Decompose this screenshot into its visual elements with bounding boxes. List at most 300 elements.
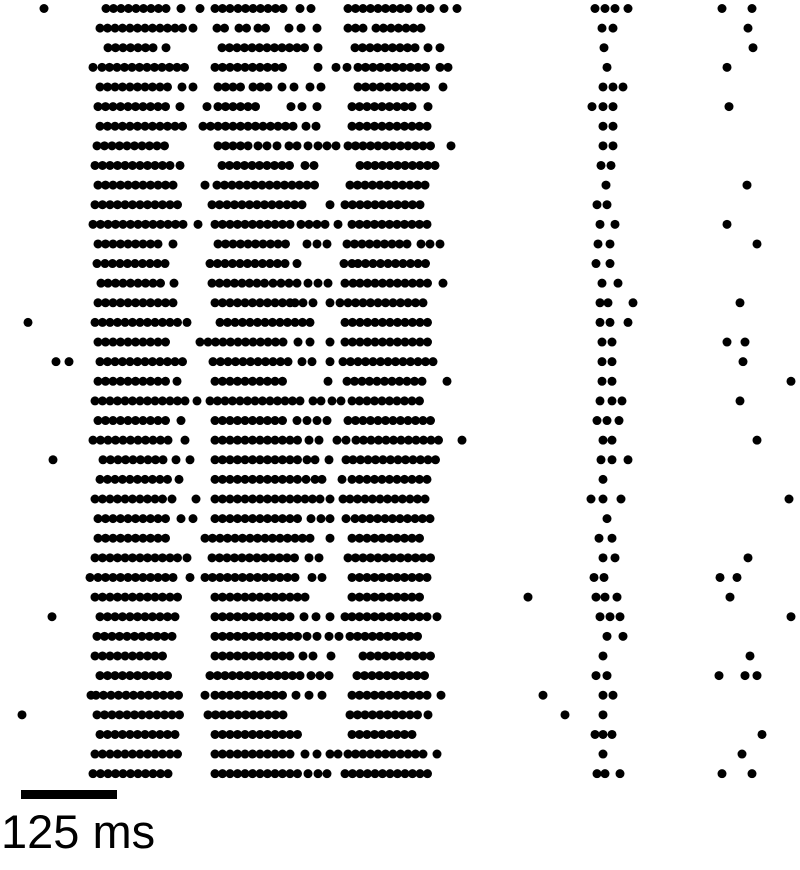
spike-dot: [608, 338, 617, 347]
spike-dot: [175, 475, 184, 484]
spike-dot: [298, 200, 307, 209]
spike-dot: [264, 82, 273, 91]
spike-dot: [311, 455, 320, 464]
spike-dot: [314, 279, 323, 288]
spike-dot: [609, 122, 618, 131]
spike-dot: [419, 298, 428, 307]
spike-dot: [97, 279, 106, 288]
spike-dot: [154, 239, 163, 248]
spike-dot: [196, 338, 205, 347]
spike-dot: [590, 573, 599, 582]
spike-dot: [178, 357, 187, 366]
spike-dot: [315, 436, 324, 445]
spike-dot: [158, 495, 167, 504]
spike-dot: [313, 24, 322, 33]
spike-dot: [587, 495, 596, 504]
spike-dot: [174, 691, 183, 700]
spike-dot: [87, 691, 96, 700]
trial-row: [94, 298, 745, 307]
spike-dot: [744, 553, 753, 562]
spike-dot: [193, 396, 202, 405]
scale-bar-label: 125 ms: [1, 805, 156, 858]
spike-dot: [599, 82, 608, 91]
spike-dot: [48, 612, 57, 621]
spike-dot: [307, 514, 316, 523]
spike-dot: [305, 553, 314, 562]
spike-dot: [423, 318, 432, 327]
trial-row: [24, 318, 633, 327]
spike-dot: [313, 632, 322, 641]
spike-dot: [312, 612, 321, 621]
spike-dot: [611, 220, 620, 229]
spike-dot: [624, 318, 633, 327]
spike-dot: [431, 161, 440, 170]
spike-dot: [599, 750, 608, 759]
spike-dot: [342, 436, 351, 445]
spike-dot: [318, 475, 327, 484]
spike-dot: [303, 239, 312, 248]
spike-dot: [602, 181, 611, 190]
spike-dot: [293, 416, 302, 425]
spike-dot: [303, 455, 312, 464]
spike-dot: [443, 377, 452, 386]
spike-dot: [417, 239, 426, 248]
spike-dot: [343, 63, 352, 72]
spike-dot: [608, 436, 617, 445]
spike-dot: [168, 632, 177, 641]
trial-row: [94, 338, 750, 347]
spike-dot: [326, 298, 335, 307]
spike-dot: [333, 436, 342, 445]
spike-dot: [426, 651, 435, 660]
spike-dot: [328, 396, 337, 405]
trial-row: [91, 651, 755, 660]
trial-row: [94, 514, 612, 523]
spike-dot: [86, 573, 95, 582]
spike-dot: [313, 416, 322, 425]
spike-dot: [294, 338, 303, 347]
spike-dot: [177, 416, 186, 425]
spike-dot: [599, 710, 608, 719]
trial-row: [93, 632, 628, 641]
spike-dot: [423, 279, 432, 288]
spike-dot: [619, 632, 628, 641]
spike-dot: [417, 24, 426, 33]
spike-dot: [609, 691, 618, 700]
spike-dot: [342, 514, 351, 523]
spike-dot: [314, 141, 323, 150]
spike-dot: [608, 396, 617, 405]
spike-dot: [244, 141, 253, 150]
spike-dot: [318, 573, 327, 582]
spike-dot: [164, 769, 173, 778]
spike-dot: [606, 612, 615, 621]
spike-dot: [421, 82, 430, 91]
spike-dot: [619, 82, 628, 91]
spike-dot: [424, 710, 433, 719]
spike-dot: [286, 220, 295, 229]
trial-row: [91, 495, 794, 504]
spike-dot: [24, 318, 33, 327]
spike-dot: [733, 573, 742, 582]
spike-dot: [421, 259, 430, 268]
spike-dot: [594, 239, 603, 248]
spike-dot: [296, 671, 305, 680]
spike-dot: [408, 102, 417, 111]
spike-dot: [313, 220, 322, 229]
trial-row: [91, 161, 616, 170]
spike-dot: [609, 141, 618, 150]
spike-dot: [305, 436, 314, 445]
spike-dot: [278, 377, 287, 386]
spike-dot: [273, 141, 282, 150]
spike-dot: [327, 651, 336, 660]
trial-row: [97, 279, 623, 288]
spike-dot: [314, 63, 323, 72]
spike-dot: [611, 553, 620, 562]
spike-dot: [318, 691, 327, 700]
spike-dot: [608, 455, 617, 464]
spike-dot: [306, 534, 315, 543]
spike-dot: [424, 43, 433, 52]
spike-dot: [524, 593, 533, 602]
spike-dot: [598, 338, 607, 347]
spike-dot: [599, 495, 608, 504]
spike-dot: [293, 259, 302, 268]
spike-dot: [314, 769, 323, 778]
spike-dot: [306, 318, 315, 327]
spike-dot: [285, 141, 294, 150]
spike-dot: [156, 279, 165, 288]
spike-dot: [293, 730, 302, 739]
spike-dot: [603, 200, 612, 209]
trial-row: [96, 475, 608, 484]
spike-dot: [310, 161, 319, 170]
spike-dot: [744, 24, 753, 33]
spike-dot: [426, 4, 435, 13]
spike-dot: [606, 259, 615, 268]
spike-dot: [421, 181, 430, 190]
trial-row: [96, 730, 767, 739]
spike-dot: [162, 43, 171, 52]
spike-dot: [278, 63, 287, 72]
spike-dot: [309, 651, 318, 660]
trial-row: [52, 357, 748, 366]
spike-dot: [593, 416, 602, 425]
spike-dot: [539, 691, 548, 700]
trial-row: [86, 573, 742, 582]
spike-dot: [301, 750, 310, 759]
spike-dot: [599, 122, 608, 131]
spike-dot: [439, 82, 448, 91]
spike-dot: [592, 593, 601, 602]
trial-row: [104, 43, 758, 52]
spike-dot: [313, 750, 322, 759]
spike-dot: [596, 396, 605, 405]
spike-dot: [161, 259, 170, 268]
spike-dot: [753, 671, 762, 680]
spike-dot: [303, 416, 312, 425]
spike-dot: [593, 200, 602, 209]
spike-dot: [600, 43, 609, 52]
trial-row: [93, 141, 618, 150]
spike-dot: [326, 612, 335, 621]
spike-dot: [305, 220, 314, 229]
trial-row: [89, 220, 732, 229]
spike-dot: [291, 298, 300, 307]
spike-dot: [611, 4, 620, 13]
spike-dot: [186, 573, 195, 582]
spike-dot: [287, 102, 296, 111]
spike-dot: [415, 396, 424, 405]
spike-dot: [599, 436, 608, 445]
spike-dot: [321, 220, 330, 229]
spike-dot: [304, 141, 313, 150]
spike-dot: [415, 534, 424, 543]
spike-dot: [201, 691, 210, 700]
spike-dot: [436, 239, 445, 248]
spike-dot: [606, 318, 615, 327]
spike-dot: [597, 161, 606, 170]
spike-dot: [286, 612, 295, 621]
spike-dot: [312, 122, 321, 131]
spike-dot: [299, 651, 308, 660]
spike-dot: [281, 239, 290, 248]
spike-dot: [290, 553, 299, 562]
spike-dot: [423, 573, 432, 582]
spike-dot: [181, 396, 190, 405]
spike-dot: [348, 259, 357, 268]
spike-dot: [173, 377, 182, 386]
spike-dot: [418, 377, 427, 386]
spike-dot: [617, 495, 626, 504]
spike-dot: [65, 357, 74, 366]
spike-dot: [596, 612, 605, 621]
spike-dot: [309, 298, 318, 307]
spike-dot: [323, 416, 332, 425]
spike-dot: [429, 357, 438, 366]
spike-dot: [608, 730, 617, 739]
spike-dot: [349, 279, 358, 288]
spike-dot: [194, 220, 203, 229]
spike-dot: [599, 553, 608, 562]
spike-dot: [326, 514, 335, 523]
spike-dot: [170, 279, 179, 288]
spike-dot: [169, 181, 178, 190]
spike-dot: [588, 102, 597, 111]
spike-dot: [595, 534, 604, 543]
spike-dot: [426, 141, 435, 150]
spike-dot: [315, 553, 324, 562]
spike-dot: [289, 122, 298, 131]
spike-dot: [296, 4, 305, 13]
spike-dot: [603, 632, 612, 641]
spike-dot: [260, 279, 269, 288]
spike-dot: [599, 141, 608, 150]
spike-dot: [423, 769, 432, 778]
trial-row: [91, 396, 745, 405]
trial-row: [91, 200, 612, 209]
spike-dot: [603, 63, 612, 72]
spike-dot: [426, 239, 435, 248]
spike-dot: [338, 475, 347, 484]
spike-dot: [220, 24, 229, 33]
spike-dot: [285, 161, 294, 170]
spike-dot: [161, 416, 170, 425]
spike-dot: [609, 102, 618, 111]
spike-dot: [736, 396, 745, 405]
spike-dot: [303, 632, 312, 641]
spike-dot: [168, 495, 177, 504]
spike-dot: [718, 769, 727, 778]
spike-dot: [739, 357, 748, 366]
spike-dot: [444, 63, 453, 72]
spike-dot: [741, 338, 750, 347]
spike-dot: [599, 730, 608, 739]
spike-dot: [715, 671, 724, 680]
spike-dot: [424, 102, 433, 111]
spike-dot: [598, 24, 607, 33]
spike-dot: [323, 239, 332, 248]
spike-dot: [203, 102, 212, 111]
spike-dot: [748, 4, 757, 13]
spike-dot: [440, 4, 449, 13]
spike-dot: [603, 671, 612, 680]
trial-row: [49, 455, 633, 464]
spike-dot: [608, 377, 617, 386]
spike-dot: [52, 357, 61, 366]
spike-dot: [310, 181, 319, 190]
spike-dot: [290, 82, 299, 91]
spike-dot: [591, 4, 600, 13]
spike-dot: [426, 416, 435, 425]
trial-row: [96, 671, 762, 680]
trial-row: [94, 181, 752, 190]
spike-dot: [171, 730, 180, 739]
trial-row: [93, 259, 615, 268]
spike-dot: [325, 632, 334, 641]
spike-dot: [160, 141, 169, 150]
spike-dot: [616, 612, 625, 621]
spike-dot: [604, 298, 613, 307]
spike-dot: [161, 338, 170, 347]
spike-dot: [163, 475, 172, 484]
spike-dot: [279, 710, 288, 719]
spike-dot: [40, 4, 49, 13]
spike-dot: [326, 534, 335, 543]
spike-dot: [436, 63, 445, 72]
spike-dot: [746, 651, 755, 660]
spike-dot: [173, 593, 182, 602]
spike-dot: [164, 436, 173, 445]
spike-dot: [453, 4, 462, 13]
spike-dot: [242, 24, 251, 33]
spike-dot: [175, 710, 184, 719]
spike-dot: [313, 102, 322, 111]
spike-dot: [434, 436, 443, 445]
spike-dot: [726, 593, 735, 602]
spike-dot: [196, 4, 205, 13]
trial-row: [18, 710, 608, 719]
spike-dot: [177, 514, 186, 523]
spike-dot: [736, 298, 745, 307]
spike-dot: [601, 4, 610, 13]
spike-dot: [300, 612, 309, 621]
spike-dot: [171, 612, 180, 621]
spike-dot: [173, 318, 182, 327]
spike-dot: [189, 514, 198, 523]
spike-dot: [326, 357, 335, 366]
spike-dot: [284, 357, 293, 366]
spike-dot: [598, 279, 607, 288]
spike-dot: [293, 632, 302, 641]
spike-dot: [423, 122, 432, 131]
spike-dot: [608, 534, 617, 543]
spike-dot: [423, 612, 432, 621]
spike-dot: [279, 338, 288, 347]
spike-dot: [614, 279, 623, 288]
spike-dot: [186, 455, 195, 464]
spike-dot: [178, 82, 187, 91]
spike-dot: [298, 357, 307, 366]
spike-dot: [305, 691, 314, 700]
spike-dot: [417, 4, 426, 13]
spike-dot: [316, 671, 325, 680]
spike-dot: [447, 141, 456, 150]
spike-dot: [176, 161, 185, 170]
spike-dot: [606, 239, 615, 248]
spike-dot: [725, 102, 734, 111]
spike-dot: [426, 514, 435, 523]
spike-dot: [758, 730, 767, 739]
spike-dot: [624, 455, 633, 464]
spike-dot: [180, 63, 189, 72]
spike-dot: [597, 455, 606, 464]
spike-dot: [263, 141, 272, 150]
spike-dot: [323, 141, 332, 150]
spike-dot: [317, 514, 326, 523]
spike-dot: [293, 279, 302, 288]
spike-dot: [161, 514, 170, 523]
spike-dot: [423, 338, 432, 347]
spike-dot: [598, 377, 607, 386]
spike-dot: [277, 279, 286, 288]
spike-dot: [293, 455, 302, 464]
spike-dot: [254, 141, 263, 150]
spike-dot: [325, 455, 334, 464]
spike-dot: [458, 436, 467, 445]
spike-dot: [596, 318, 605, 327]
trial-row: [96, 24, 753, 33]
spike-dot: [718, 4, 727, 13]
spike-dot: [341, 612, 350, 621]
spike-dot: [201, 181, 210, 190]
spike-dot: [601, 593, 610, 602]
spike-dot: [716, 573, 725, 582]
spike-dot: [437, 691, 446, 700]
spike-dot: [403, 239, 412, 248]
spike-dot: [236, 82, 245, 91]
spike-dot: [326, 750, 335, 759]
spike-dot: [298, 102, 307, 111]
spike-dot: [309, 396, 318, 405]
spike-dot: [285, 24, 294, 33]
spike-dot: [723, 220, 732, 229]
spike-dot: [426, 553, 435, 562]
spike-dot: [618, 396, 627, 405]
spike-dot: [279, 4, 288, 13]
spike-dot: [162, 4, 171, 13]
